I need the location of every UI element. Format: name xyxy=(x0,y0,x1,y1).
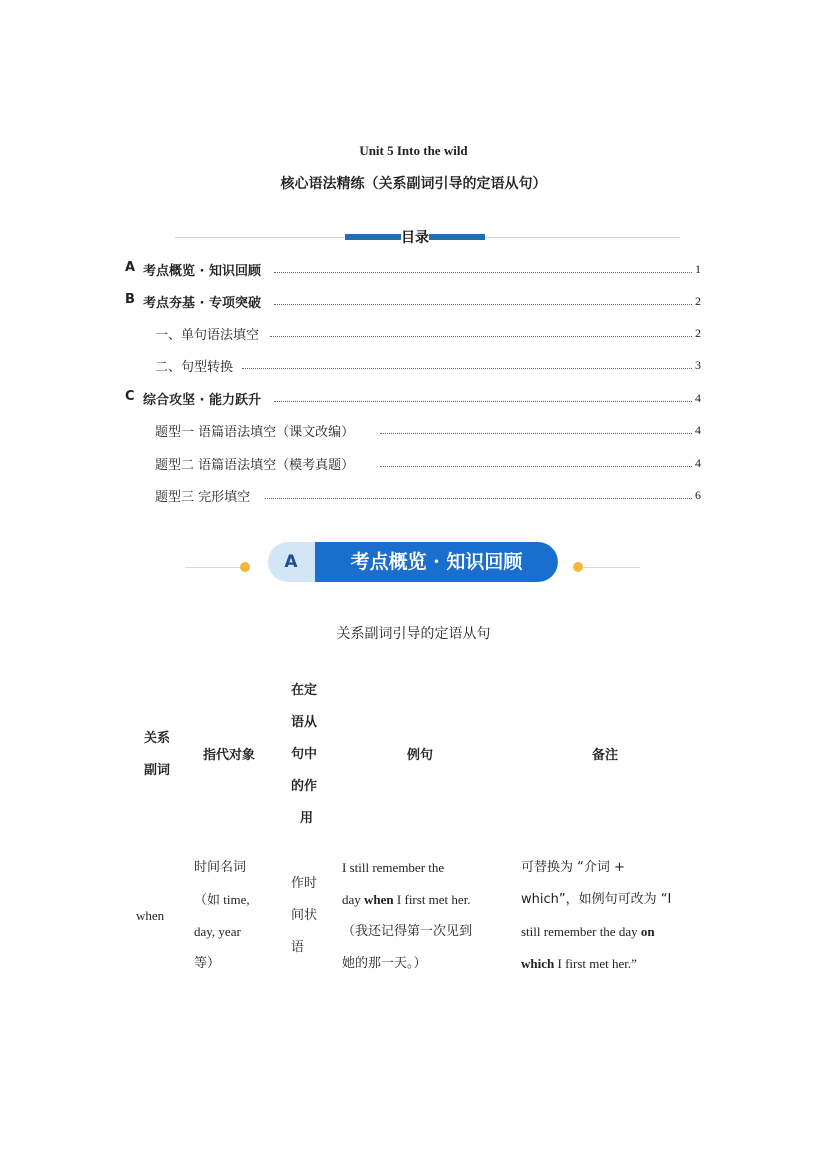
toc-item-a[interactable] xyxy=(0,260,827,280)
toc-page-number: 6 xyxy=(695,488,701,502)
toc-item-b[interactable] xyxy=(0,292,827,312)
banner-line-left xyxy=(185,567,241,568)
header-note: 备注 xyxy=(592,748,619,763)
toc-leader-dots xyxy=(274,401,692,402)
toc-label: 目录 xyxy=(401,230,429,246)
toc-leader-dots xyxy=(270,336,692,337)
toc-leader-dots xyxy=(380,466,692,467)
banner-dot-right xyxy=(573,562,583,572)
keyword-when: when xyxy=(364,892,394,907)
toc-leader-dots xyxy=(242,368,692,369)
banner-line-right xyxy=(583,567,640,568)
toc-item-label: 考点夯基 · 专项突破 xyxy=(143,292,262,311)
toc-page-number: 4 xyxy=(695,391,701,405)
section-banner xyxy=(185,540,640,586)
cell-example: I still remember the day when I first met her. （我还记得第一次见到 她的那一天。） xyxy=(342,860,473,971)
toc-page-number: 4 xyxy=(695,456,701,470)
cell-referent: 时间名词 （如 time, day, year 等） xyxy=(194,860,250,971)
toc-item-label: 题型二 语篇语法填空（模考真题） xyxy=(155,454,355,473)
header-relative-adverb: 关系 副词 xyxy=(143,731,170,778)
toc-item-b2[interactable] xyxy=(0,356,827,376)
toc-divider-left xyxy=(175,237,345,238)
toc-leader-dots xyxy=(265,498,692,499)
cell-function: 作时 间状 语 xyxy=(291,876,318,955)
banner-dot-left xyxy=(240,562,250,572)
toc-divider-right xyxy=(485,237,680,238)
toc-page-number: 1 xyxy=(695,262,701,276)
toc-leader-dots xyxy=(274,304,692,305)
cell-note: 可替换为 “介词 + which”，如例句可改为 “I still remember the day on which I first met her.” xyxy=(521,860,672,971)
keyword-which: which xyxy=(521,956,555,971)
toc-item-c1[interactable] xyxy=(0,421,827,441)
toc-item-c3[interactable] xyxy=(0,486,827,506)
toc-item-label: 题型一 语篇语法填空（课文改编） xyxy=(155,421,355,440)
header-function: 在定 语从 句中 的作 用 xyxy=(291,683,318,826)
toc-page-number: 3 xyxy=(695,358,701,372)
banner-pill xyxy=(268,542,558,582)
toc-accent-bar-right xyxy=(429,234,485,240)
toc-item-prefix: A xyxy=(125,260,136,275)
unit-title: Unit 5 Into the wild xyxy=(359,143,468,158)
toc-item-label: 一、单句语法填空 xyxy=(155,324,260,343)
header-example: 例句 xyxy=(407,748,434,763)
cell-adverb-when: when xyxy=(136,908,165,923)
toc-item-prefix: B xyxy=(125,292,135,307)
toc-item-c[interactable] xyxy=(0,389,827,409)
toc-item-label: 考点概览 · 知识回顾 xyxy=(143,260,262,279)
toc-item-c2[interactable] xyxy=(0,454,827,474)
document-subtitle: 核心语法精练（关系副词引导的定语从句） xyxy=(280,176,547,192)
toc-leader-dots xyxy=(274,272,692,273)
toc-leader-dots xyxy=(380,433,692,434)
toc-page-number: 4 xyxy=(695,423,701,437)
banner-title: 考点概览 · 知识回顾 xyxy=(315,542,558,582)
header-referent: 指代对象 xyxy=(203,748,256,763)
banner-letter: A xyxy=(284,552,298,572)
toc-header xyxy=(175,229,680,245)
toc-item-prefix: C xyxy=(125,389,135,404)
section-caption: 关系副词引导的定语从句 xyxy=(336,626,491,642)
toc-item-label: 二、句型转换 xyxy=(155,356,234,375)
toc-item-b1[interactable] xyxy=(0,324,827,344)
toc-item-label: 题型三 完形填空 xyxy=(155,486,251,505)
toc-item-label: 综合攻坚 · 能力跃升 xyxy=(143,389,262,408)
keyword-on: on xyxy=(640,924,655,939)
toc-page-number: 2 xyxy=(695,326,701,340)
toc-accent-bar-left xyxy=(345,234,401,240)
toc-page-number: 2 xyxy=(695,294,701,308)
